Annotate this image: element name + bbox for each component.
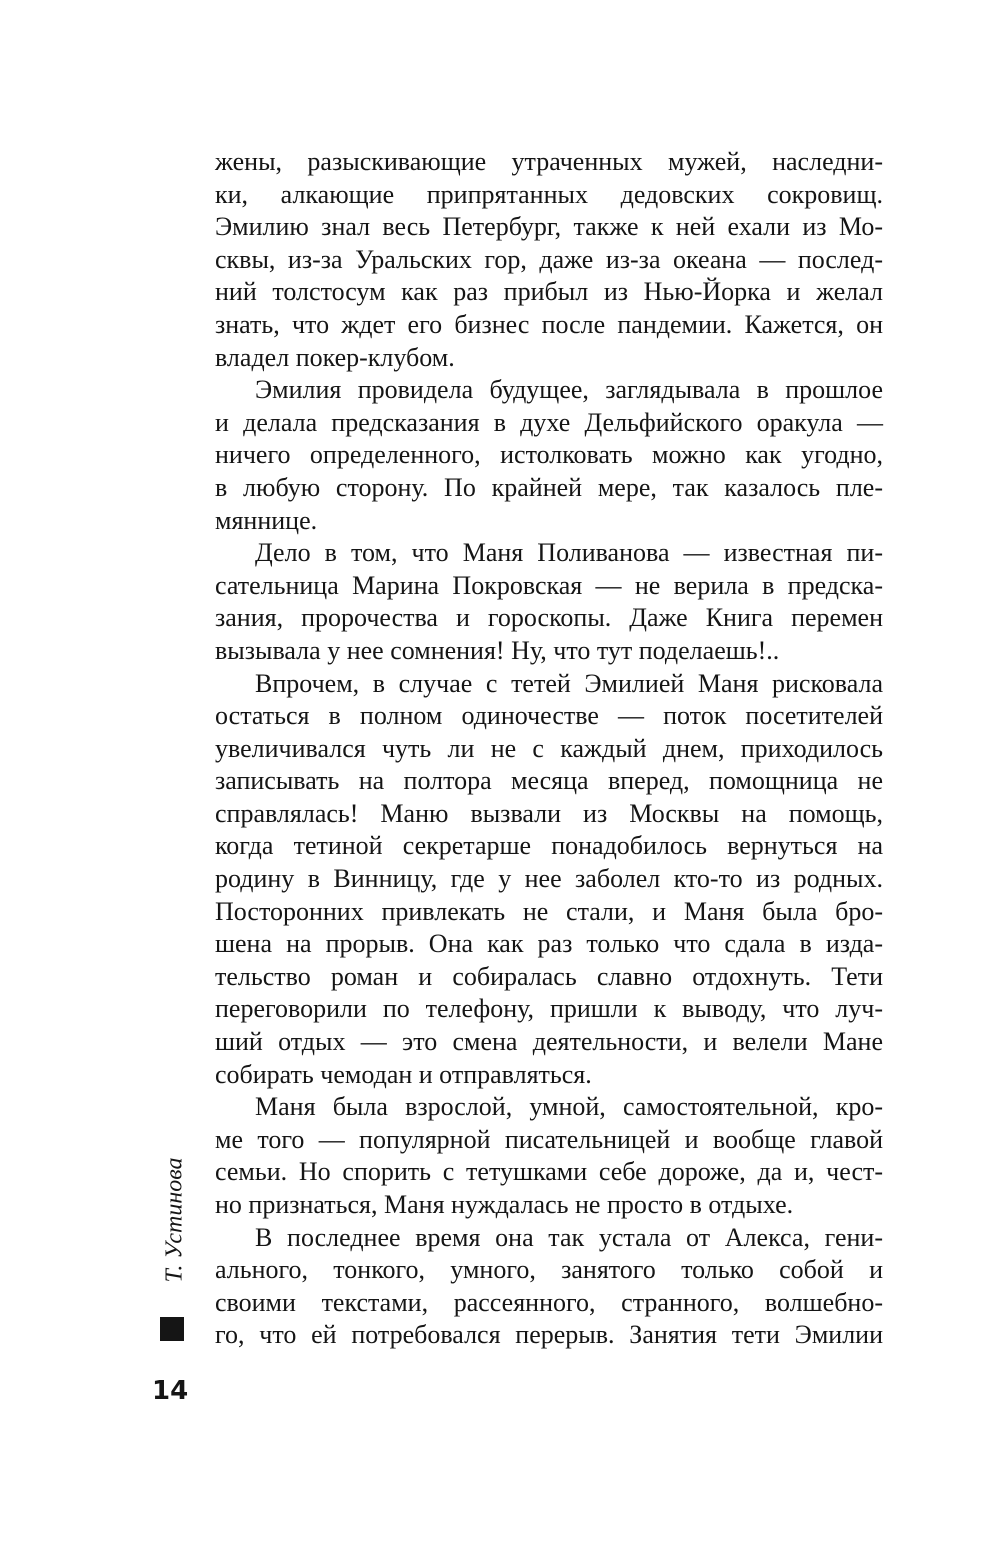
text-line: владел покер-клубом. (215, 342, 455, 372)
text-line: в любую сторону. По крайней мере, так казалось пле- (215, 472, 883, 502)
text-line: когда тетиной секретарше понадобилось вернуться на (215, 831, 883, 861)
text-line: своими текстами, рассеянного, странного, волшебно- (215, 1287, 883, 1317)
text-line: Впрочем, в случае с тетей Эмилией Маня рисковала (255, 668, 883, 698)
text-line: ничего определенного, истолковать можно как угодно, (215, 440, 883, 470)
text-line: родину в Винницу, где у нее заболел кто-то из родных. (215, 864, 883, 894)
text-line: вызывала у нее сомнения! Ну, что тут поделаешь!.. (215, 635, 780, 665)
text-line: семьи. Но спорить с тетушками себе дороже, да и, чест- (215, 1157, 883, 1187)
text-line: Дело в том, что Маня Поливанова — известная пи- (255, 538, 883, 568)
text-line: ний толстосум как раз прибыл из Нью-Йорка и желал (215, 277, 883, 307)
text-line: Эмилию знал весь Петербург, также к ней ехали из Мо- (215, 212, 883, 242)
text-line: записывать на полтора месяца вперед, помощница не (215, 766, 883, 796)
text-line: и делала предсказания в духе Дельфийского оракула — (215, 407, 883, 437)
text-line: знать, что ждет его бизнес после пандемии. Кажется, он (215, 309, 883, 339)
text-line: зания, пророчества и гороскопы. Даже Книга перемен (215, 603, 883, 633)
text-line: остаться в полном одиночестве — поток посетителей (215, 701, 883, 731)
section-marker (160, 1317, 184, 1341)
text-line: ального, тонкого, умного, занятого только собой и (215, 1255, 883, 1285)
text-line: Эмилия провидела будущее, заглядывала в прошлое (255, 375, 883, 405)
text-line: жены, разыскивающие утраченных мужей, наследни- (215, 147, 883, 176)
text-line: сательница Марина Покровская — не верила в предска- (215, 570, 883, 600)
text-line: ки, алкающие припрятанных дедовских сокровищ. (215, 179, 883, 209)
page-number: 14 (152, 1376, 189, 1406)
text-line: шена на прорыв. Она как раз только что сдала в изда- (215, 929, 883, 959)
text-line: Посторонних привлекать не стали, и Маня была бро- (215, 896, 883, 926)
text-line: ме того — популярной писательницей и вообще главой (215, 1124, 883, 1154)
text-line: переговорили по телефону, пришли к выводу, что луч- (215, 994, 883, 1024)
text-line: собирать чемодан и отправляться. (215, 1059, 592, 1089)
text-line: В последнее время она так устала от Алекса, гени- (255, 1222, 883, 1252)
text-line: сквы, из-за Уральских гор, даже из-за океана — послед- (215, 244, 883, 274)
text-line: но признаться, Маня нуждалась не просто в отдыхе. (215, 1190, 794, 1219)
text-line: тельство роман и собиралась славно отдохнуть. Тети (215, 961, 883, 991)
text-line: мяннице. (215, 505, 318, 535)
text-line: Маня была взрослой, умной, самостоятельной, кро- (255, 1092, 883, 1122)
running-header-text: Т. Устинова (161, 1157, 188, 1283)
text-line: увеличивался чуть ли не с каждый днем, приходилось (215, 733, 883, 763)
body-text (215, 146, 883, 1352)
text-line: справлялась! Маню вызвали из Москвы на помощь, (215, 798, 883, 828)
text-line: ший отдых — это смена деятельности, и велели Мане (215, 1027, 883, 1057)
running-header (160, 1140, 190, 1300)
text-line: го, что ей потребовался перерыв. Занятия тети Эмилии (215, 1320, 883, 1350)
